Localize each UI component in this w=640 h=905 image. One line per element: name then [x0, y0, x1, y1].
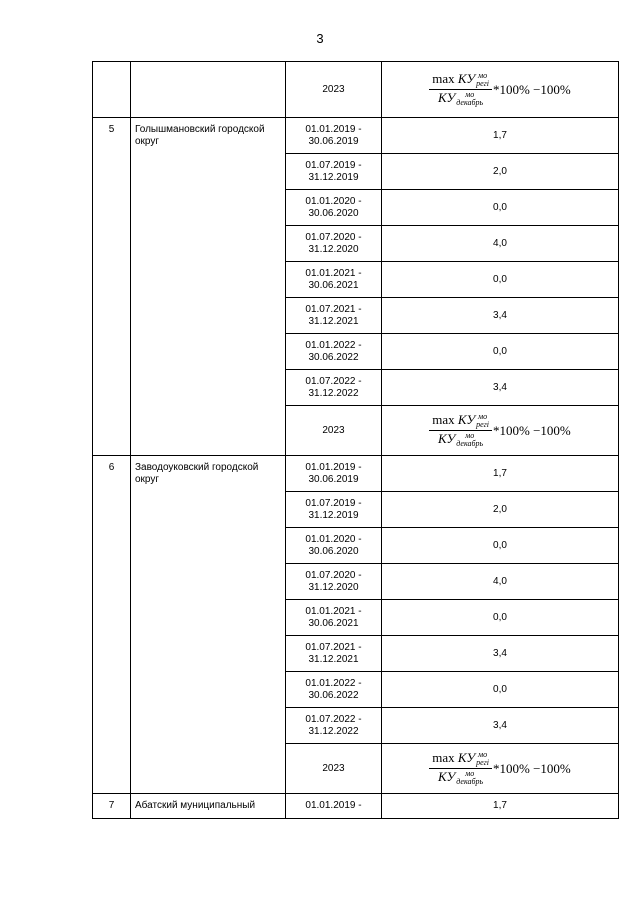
- row-number: 7: [93, 794, 131, 819]
- value-cell: 0,0: [382, 262, 619, 298]
- table-row: [93, 118, 619, 154]
- value-cell: 1,7: [382, 456, 619, 492]
- period-cell: 01.01.2019 - 30.06.2019: [286, 118, 382, 154]
- row-number: 5: [93, 118, 131, 456]
- formula-tail: *100% −100%: [493, 81, 571, 97]
- formula-numerator: [429, 72, 492, 90]
- period-cell: 01.01.2021 - 30.06.2021: [286, 262, 382, 298]
- formula-tail: *100% −100%: [493, 760, 571, 776]
- formula-fraction: [429, 72, 492, 107]
- formula-ku: КУ: [457, 70, 476, 86]
- period-cell: 01.07.2020 - 31.12.2020: [286, 226, 382, 262]
- formula-tail: *100% −100%: [493, 422, 571, 438]
- period-cell: 01.07.2021 - 31.12.2021: [286, 298, 382, 334]
- formula-cell: [382, 406, 619, 456]
- value-cell: 0,0: [382, 672, 619, 708]
- formula-numerator: [429, 751, 492, 769]
- value-cell: 4,0: [382, 226, 619, 262]
- period-cell: 01.07.2021 - 31.12.2021: [286, 636, 382, 672]
- formula-num-sub: регi: [476, 758, 489, 767]
- value-cell: 1,7: [382, 118, 619, 154]
- formula-den-sub: декабрь: [456, 439, 484, 448]
- municipality-name: Абатский муниципальный: [131, 794, 286, 819]
- period-cell: 01.01.2019 -: [286, 794, 382, 819]
- period-cell: 01.01.2019 - 30.06.2019: [286, 456, 382, 492]
- formula: [429, 751, 571, 786]
- period-cell: 01.01.2022 - 30.06.2022: [286, 672, 382, 708]
- formula-fraction: [429, 413, 492, 448]
- formula-num-sub: регi: [476, 79, 489, 88]
- formula-ku: КУ: [438, 89, 456, 105]
- formula: [429, 72, 571, 107]
- formula-sup: мо: [477, 71, 488, 80]
- period-cell: 01.01.2022 - 30.06.2022: [286, 334, 382, 370]
- formula-sup: мо: [477, 750, 488, 759]
- row-number: 6: [93, 456, 131, 794]
- period-cell: 01.07.2022 - 31.12.2022: [286, 708, 382, 744]
- formula-ku: КУ: [457, 411, 476, 427]
- table-body: [93, 62, 619, 819]
- formula-sup: мо: [465, 431, 475, 440]
- period-cell: 01.07.2019 - 31.12.2019: [286, 154, 382, 190]
- period-cell: 2023: [286, 406, 382, 456]
- formula-cell: [382, 62, 619, 118]
- formula-sup: мо: [465, 90, 475, 99]
- table-row: [93, 62, 619, 118]
- formula-ku: КУ: [438, 430, 456, 446]
- period-cell: 01.07.2019 - 31.12.2019: [286, 492, 382, 528]
- formula-denominator: [435, 431, 486, 448]
- period-cell: 01.07.2022 - 31.12.2022: [286, 370, 382, 406]
- value-cell: 0,0: [382, 334, 619, 370]
- value-cell: 3,4: [382, 298, 619, 334]
- formula-numerator: [429, 413, 492, 431]
- municipality-name: Заводоуковский городской округ: [131, 456, 286, 794]
- formula-op: max: [432, 411, 455, 427]
- value-cell: 0,0: [382, 190, 619, 226]
- value-cell: 0,0: [382, 600, 619, 636]
- formula-den-sub: декабрь: [456, 777, 484, 786]
- value-cell: 3,4: [382, 708, 619, 744]
- period-cell: 01.07.2020 - 31.12.2020: [286, 564, 382, 600]
- value-cell: 3,4: [382, 636, 619, 672]
- row-number: [93, 62, 131, 118]
- formula-denominator: [435, 90, 486, 107]
- formula-cell: [382, 744, 619, 794]
- formula-op: max: [432, 749, 455, 765]
- value-cell: 3,4: [382, 370, 619, 406]
- period-cell: 2023: [286, 744, 382, 794]
- value-cell: 4,0: [382, 564, 619, 600]
- formula: [429, 413, 571, 448]
- formula-op: max: [432, 70, 455, 86]
- value-cell: 0,0: [382, 528, 619, 564]
- value-cell: 2,0: [382, 492, 619, 528]
- data-table: [92, 61, 619, 819]
- formula-ku: КУ: [457, 749, 476, 765]
- formula-denominator: [435, 769, 486, 786]
- formula-den-sub: декабрь: [456, 98, 484, 107]
- formula-num-sub: регi: [476, 420, 489, 429]
- formula-sup: мо: [465, 769, 475, 778]
- period-cell: 01.01.2020 - 30.06.2020: [286, 190, 382, 226]
- table-row: [93, 456, 619, 492]
- page-number: 3: [316, 31, 324, 46]
- municipality-name: Голышмановский городской округ: [131, 118, 286, 456]
- value-cell: 2,0: [382, 154, 619, 190]
- table-row: [93, 794, 619, 819]
- formula-fraction: [429, 751, 492, 786]
- value-cell: 1,7: [382, 794, 619, 819]
- municipality-name: [131, 62, 286, 118]
- formula-ku: КУ: [438, 768, 456, 784]
- formula-sup: мо: [477, 412, 488, 421]
- period-cell: 01.01.2020 - 30.06.2020: [286, 528, 382, 564]
- period-cell: 2023: [286, 62, 382, 118]
- period-cell: 01.01.2021 - 30.06.2021: [286, 600, 382, 636]
